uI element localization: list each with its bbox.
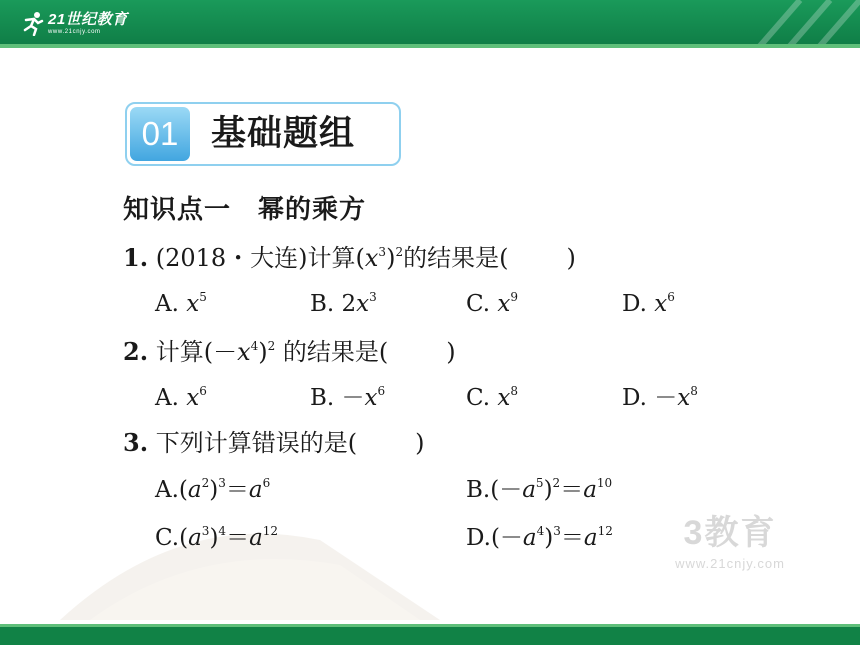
question-number: 3. (123, 428, 149, 457)
logo-url: www.21cnjy.com (48, 28, 101, 35)
question-2-option-b[interactable]: B. $-x^6$ (310, 384, 386, 411)
question-number: 2. (123, 337, 149, 366)
watermark (640, 505, 820, 575)
header-stripe (0, 44, 860, 48)
question-2-stem: 2. 计算$(-x^4)^2$ 的结果是( ) (123, 337, 456, 366)
knowledge-point-heading: 知识点一 幂的乘方 (123, 195, 367, 225)
question-3-option-d[interactable]: $D.(-a^4)^3=a^{12}$ (466, 524, 613, 551)
question-3-option-c[interactable]: $C.(a^3)^4=a^{12}$ (155, 524, 279, 551)
header-decoration (740, 0, 860, 46)
section-number: 01 (130, 107, 190, 161)
header-bar (0, 0, 860, 46)
question-1-option-b[interactable]: B. $2x^3$ (310, 290, 377, 317)
section-title: 基础题组 (211, 113, 356, 154)
question-1-option-d[interactable]: D. $x^6$ (622, 290, 675, 317)
question-3-option-b[interactable]: $B.(-a^5)^2=a^{10}$ (466, 476, 613, 503)
question-3-stem: 3. 下列计算错误的是( ) (123, 428, 425, 457)
footer-stripe (0, 624, 860, 627)
question-1-option-a[interactable]: A. $x^5$ (155, 290, 207, 317)
question-1-stem: 1. (2018・大连)计算$(x^3)^2$的结果是( ) (123, 243, 576, 272)
question-2-option-a[interactable]: A. $x^6$ (155, 384, 207, 411)
site-logo[interactable] (20, 6, 128, 40)
watermark-url: www.21cnjy.com (675, 556, 785, 571)
footer-bar (0, 627, 860, 645)
question-2-option-d[interactable]: D. $-x^8$ (622, 384, 698, 411)
runner-logo-icon (20, 10, 46, 36)
logo-title: 21世纪教育 (48, 10, 128, 28)
watermark-logo: 3教育 (683, 514, 777, 552)
section-badge (125, 102, 401, 166)
question-2-option-c[interactable]: C. $x^8$ (466, 384, 519, 411)
question-number: 1. (123, 243, 149, 272)
question-3-option-a[interactable]: $A.(a^2)^3=a^6$ (155, 476, 271, 503)
question-1-option-c[interactable]: C. $x^9$ (466, 290, 519, 317)
